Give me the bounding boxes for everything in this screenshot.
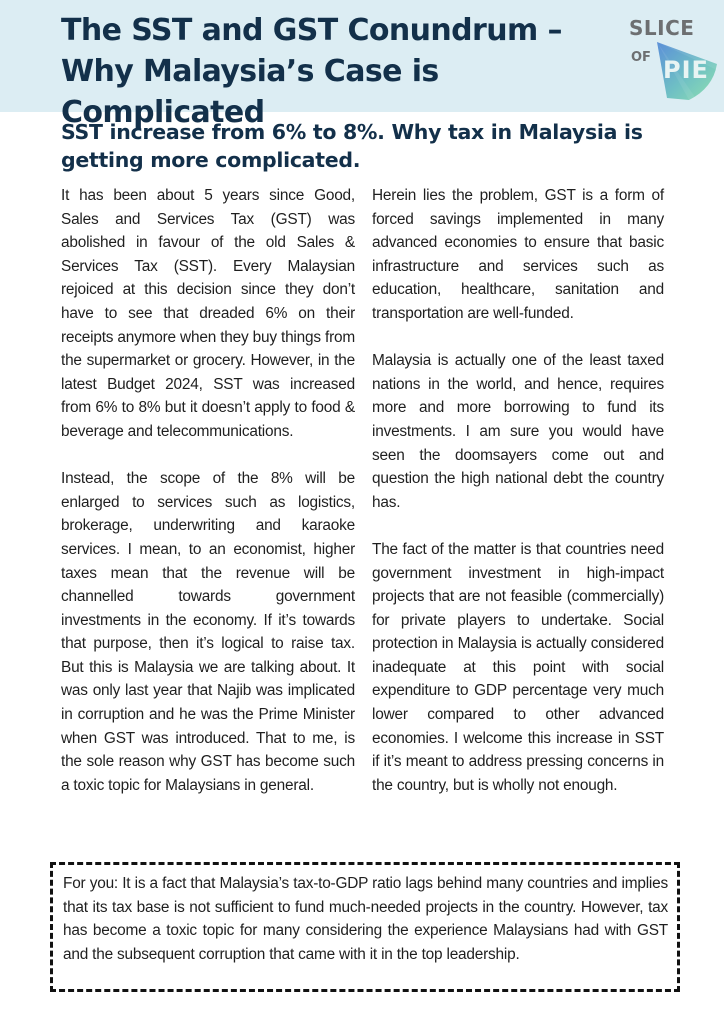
- logo-text-of: OF: [631, 50, 651, 65]
- right-column: [372, 184, 664, 797]
- callout-text: For you: It is a fact that Malaysia’s tax-to-GDP ratio lags behind many countries and implies that its tax base is not sufficient to fund much-needed projects in the country. However, tax has become a toxic topic for many considering the experience Malaysians had with GST and the subsequent corruption that came with it in the top leadership.: [63, 875, 668, 963]
- for-you-callout-box: [50, 862, 680, 992]
- left-column: [61, 184, 355, 797]
- logo-text-slice: SLICE: [629, 16, 695, 40]
- logo-text-pie: PIE: [663, 56, 709, 84]
- paragraph: It has been about 5 years since Good, Sales and Services Tax (GST) was abolished in favour of the old Sales & Services Tax (SST). Every Malaysian rejoiced at this decision since they don’t have to see that dreaded 6% on their receipts anymore when they buy things from the supermarket or grocery. However, in the latest Budget 2024, SST was increased from 6% to 8% but it doesn’t apply to food & beverage and telecommunications.: [61, 187, 355, 440]
- header-banner: [0, 0, 724, 130]
- paragraph: Malaysia is actually one of the least taxed nations in the world, and hence, requires more and more borrowing to fund its investments. I am sure you would have seen the doomsayers come out and question the high national debt the country has.: [372, 352, 664, 511]
- page-title: The SST and GST Conundrum – Why Malaysia’s Case is Complicated: [61, 13, 562, 130]
- slice-of-pie-logo: [625, 14, 720, 104]
- paragraph: The fact of the matter is that countries need government investment in high-impact projects that are not feasible (commercially) for private players to undertake. Social protection in Malaysia is actually considered inadequate at this point with social expenditure to GDP percentage very much lower compared to other advanced economies. I welcome this increase in SST if it’s meant to address pressing concerns in the country, but is wholly not enough.: [372, 540, 664, 794]
- article-subtitle: SST increase from 6% to 8%. Why tax in Malaysia is getting more complicated.: [61, 120, 643, 172]
- paragraph: Instead, the scope of the 8% will be enlarged to services such as logistics, brokerage, underwriting and karaoke services. I mean, to an economist, higher taxes mean that the revenue will be channelled towards government investments in the economy. If it’s towards that purpose, then it’s logical to raise tax. But this is Malaysia we are talking about. It was only last year that Najib was implicated in corruption and he was the Prime Minister when GST was introduced. That to me, is the sole reason why GST has become such a toxic topic for Malaysians in general.: [61, 470, 355, 794]
- paragraph: Herein lies the problem, GST is a form of forced savings implemented in many advanced economies to ensure that basic infrastructure and services such as education, healthcare, sanitation and transportation are well-funded.: [372, 187, 664, 322]
